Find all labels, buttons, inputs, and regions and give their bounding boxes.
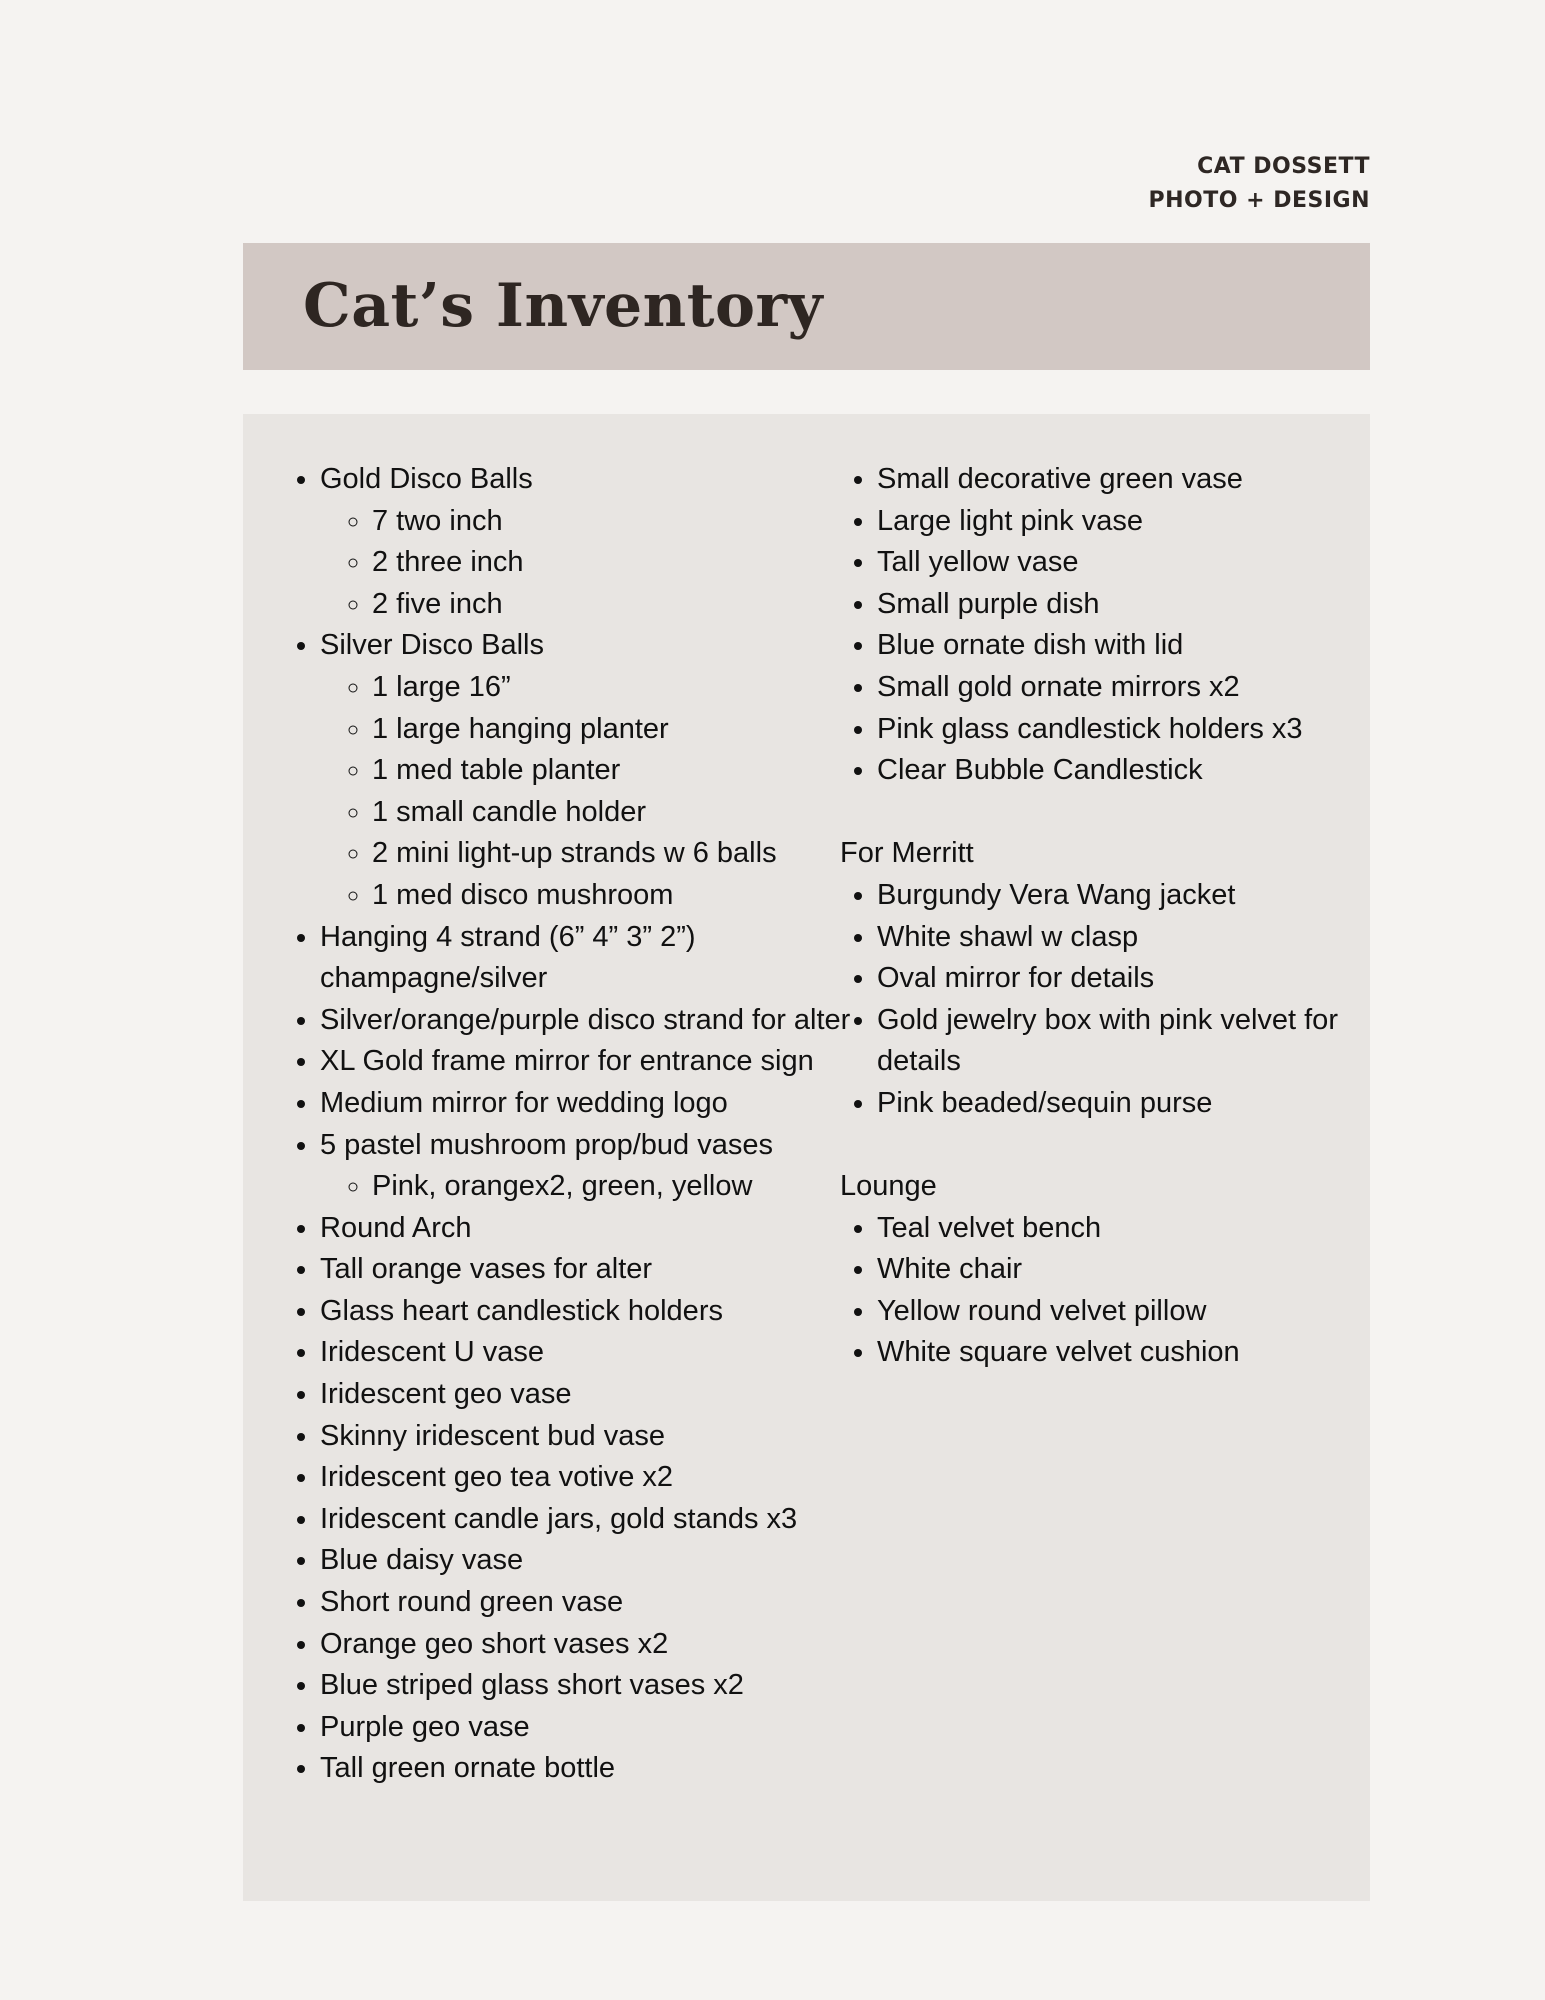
list-item: • Tall yellow vase bbox=[877, 542, 1360, 584]
sub-list-item: ◦ 1 small candle holder bbox=[372, 792, 873, 834]
list-item: • Yellow round velvet pillow bbox=[877, 1291, 1360, 1333]
list-item-label: 5 pastel mushroom prop/bud vases bbox=[320, 1128, 773, 1161]
list-item: • Silver/orange/purple disco strand for alter bbox=[320, 1000, 873, 1042]
inventory-panel bbox=[243, 414, 1370, 1901]
left-column bbox=[283, 459, 873, 1790]
list-item: • Blue striped glass short vases x2 bbox=[320, 1665, 873, 1707]
list-item: • Teal velvet bench bbox=[877, 1208, 1360, 1250]
list-item: • Blue ornate dish with lid bbox=[877, 625, 1360, 667]
list-item: • Blue daisy vase bbox=[320, 1540, 873, 1582]
list-item: • Orange geo short vases x2 bbox=[320, 1624, 873, 1666]
list-item: • White square velvet cushion bbox=[877, 1332, 1360, 1374]
sub-list-item: ◦ 1 large hanging planter bbox=[372, 709, 873, 751]
list-item: • Small purple dish bbox=[877, 584, 1360, 626]
list-item: • Glass heart candlestick holders bbox=[320, 1291, 873, 1333]
list-item: • Tall orange vases for alter bbox=[320, 1249, 873, 1291]
sub-list-item: ◦ 2 mini light-up strands w 6 balls bbox=[372, 833, 873, 875]
list-item: • Clear Bubble Candlestick bbox=[877, 750, 1360, 792]
brand-header bbox=[1149, 150, 1371, 218]
main-inventory-list bbox=[283, 459, 873, 1790]
sub-list bbox=[320, 501, 873, 626]
merritt-list bbox=[840, 875, 1360, 1125]
list-item bbox=[320, 625, 873, 916]
list-item: • Short round green vase bbox=[320, 1582, 873, 1624]
list-item: • Gold jewelry box with pink velvet for details bbox=[877, 1000, 1360, 1083]
list-item: • Oval mirror for details bbox=[877, 958, 1360, 1000]
list-item-label: Silver Disco Balls bbox=[320, 629, 544, 662]
sub-list-item: ◦ 1 med disco mushroom bbox=[372, 875, 873, 917]
sub-list-item: ◦ 1 med table planter bbox=[372, 750, 873, 792]
title-banner bbox=[243, 243, 1370, 370]
sub-list-item: ◦ 2 five inch bbox=[372, 584, 873, 626]
brand-tagline: PHOTO + DESIGN bbox=[1148, 188, 1370, 213]
list-item: • White chair bbox=[877, 1249, 1360, 1291]
page-title: Cat’s Inventory bbox=[303, 271, 823, 341]
list-item: • Tall green ornate bottle bbox=[320, 1748, 873, 1790]
spacer bbox=[840, 1125, 1360, 1167]
section-heading-merritt: For Merritt bbox=[840, 837, 974, 870]
spacer bbox=[840, 792, 1360, 834]
list-item: • Iridescent candle jars, gold stands x3 bbox=[320, 1499, 873, 1541]
sub-list bbox=[320, 667, 873, 917]
list-item: • Burgundy Vera Wang jacket bbox=[877, 875, 1360, 917]
list-item: • Hanging 4 strand (6” 4” 3” 2”) champagne/silver bbox=[320, 917, 873, 1000]
list-item: • White shawl w clasp bbox=[877, 917, 1360, 959]
list-item: • Large light pink vase bbox=[877, 501, 1360, 543]
list-item: • Iridescent geo tea votive x2 bbox=[320, 1457, 873, 1499]
list-item: • Medium mirror for wedding logo bbox=[320, 1083, 873, 1125]
list-item: • Iridescent U vase bbox=[320, 1332, 873, 1374]
list-item bbox=[320, 1125, 873, 1208]
list-item: • Round Arch bbox=[320, 1208, 873, 1250]
list-item: • Skinny iridescent bud vase bbox=[320, 1416, 873, 1458]
right-column bbox=[840, 459, 1360, 1374]
sub-list bbox=[320, 1166, 873, 1208]
section-heading-lounge: Lounge bbox=[840, 1170, 937, 1203]
sub-list-item: ◦ 2 three inch bbox=[372, 542, 873, 584]
list-item: • Small gold ornate mirrors x2 bbox=[877, 667, 1360, 709]
list-item: • Pink beaded/sequin purse bbox=[877, 1083, 1360, 1125]
list-item-label: Gold Disco Balls bbox=[320, 463, 533, 495]
list-item: • Pink glass candlestick holders x3 bbox=[877, 709, 1360, 751]
list-item: • Iridescent geo vase bbox=[320, 1374, 873, 1416]
decor-list bbox=[840, 459, 1360, 792]
sub-list-item: ◦ Pink, orangex2, green, yellow bbox=[372, 1166, 873, 1208]
brand-name: CAT DOSSETT bbox=[1197, 154, 1370, 179]
list-item: • Purple geo vase bbox=[320, 1707, 873, 1749]
list-item: • XL Gold frame mirror for entrance sign bbox=[320, 1041, 873, 1083]
sub-list-item: ◦ 1 large 16” bbox=[372, 667, 873, 709]
list-item bbox=[320, 459, 873, 625]
list-item: • Small decorative green vase bbox=[877, 459, 1360, 501]
sub-list-item: ◦ 7 two inch bbox=[372, 501, 873, 543]
lounge-list bbox=[840, 1208, 1360, 1374]
